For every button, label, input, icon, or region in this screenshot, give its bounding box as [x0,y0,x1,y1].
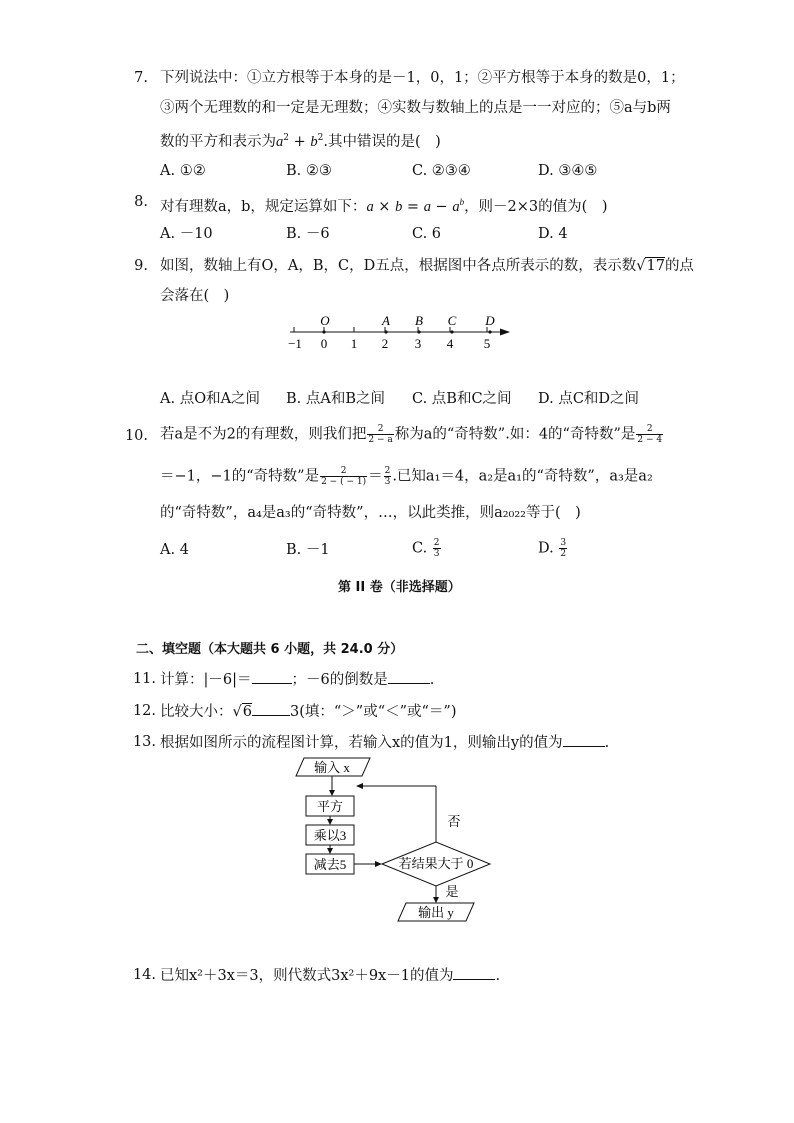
q9-line1-post: 的点 [664,258,694,274]
point-label-c: C [447,313,457,328]
q11-blank-2[interactable] [388,669,430,684]
q8-text-post: ，则－2×3的值为( ) [464,198,608,215]
q7-line3-post: 其中错误的是( ) [327,133,441,150]
q10-line2-b: ＝ [368,468,383,485]
point-a-dot [384,330,387,333]
q14-blank[interactable] [453,965,495,980]
flow-square-label: 平方 [316,799,344,814]
q10-option-a[interactable]: A. 4 [160,542,189,558]
q10-frac-a: $\frac{2}{2 - a}$ [368,424,393,445]
q7-number: 7. [134,70,148,86]
q7-option-b[interactable]: B. ②③ [286,163,332,179]
q10-line1 [160,424,664,445]
q10-line1-b: 称为a的“奇特数”.如：4的“奇特数”是 [394,426,636,443]
q7-line1: 下列说法中：①立方根等于本身的是－1，0，1；②平方根等于本身的数是0，1； [160,70,685,86]
q11-number: 11. [132,671,156,687]
q7-line3: 数的平方和表示为$a^2 + b^2$.其中错误的是( ) [160,133,441,150]
q12-number: 12. [132,703,156,719]
q7-option-c[interactable]: C. ②③④ [412,163,471,179]
q8-text-pre: 对有理数a，b，规定运算如下： [160,198,367,215]
tick-label-4: 4 [446,336,454,351]
tick-label-1: 1 [350,336,358,351]
q10-frac-result: $\frac{2}{3}$ [384,466,391,487]
number-line-arrow [500,329,510,336]
q13-number: 13. [132,734,156,750]
point-label-b: B [415,313,423,328]
q7-option-a[interactable]: A. ①② [160,163,206,179]
q8-option-b[interactable]: B. －6 [286,226,330,242]
q9-line2: 会落在( ) [160,288,230,304]
q9-line1-pre: 如图，数轴上有O，A，B，C，D五点，根据图中各点所表示的数，表示数 [160,258,637,274]
q12-blank[interactable] [252,701,290,716]
q7-line3-pre: 数的平方和表示为 [160,133,276,150]
flow-arrowhead-yes [433,897,439,903]
q9-number: 9. [134,258,148,274]
point-label-o: O [320,313,330,328]
point-label-a: A [382,313,390,328]
q14-text: 已知x²＋3x＝3，则代数式3x²＋9x－1的值为 . [160,965,500,986]
q14-number: 14. [132,967,156,983]
q10-frac-4: $\frac{2}{2 - 4}$ [637,424,663,445]
q10-frac-neg1: $\frac{2}{2 - ( - 1)}$ [321,466,367,487]
flow-no-label: 否 [447,814,461,829]
q7-line2: ③两个无理数的和一定是无理数；④实数与数轴上的点是一一对应的；⑤a与b两 [160,100,671,116]
q9-option-d[interactable]: D. 点C和D之间 [538,391,640,407]
point-d-dot [488,330,491,333]
q9-line1: 如图，数轴上有O，A，B，C，D五点，根据图中各点所表示的数，表示数√17的点 [160,258,694,274]
q9-option-a[interactable]: A. 点O和A之间 [160,391,261,407]
point-o-dot [322,330,325,333]
q10-line1-a: 若a是不为2的有理数，则我们把 [160,426,367,443]
flow-yes-label: 是 [445,884,459,899]
tick-label-neg1: −1 [288,336,302,351]
q10-option-d[interactable]: D. $\frac{3}{2}$ [538,538,567,559]
part2-title: 第 II 卷（非选择题） [338,580,461,595]
q13-blank[interactable] [563,732,605,747]
flow-subtract-label: 减去5 [313,857,347,872]
q13-text: 根据如图所示的流程图计算，若输入x的值为1，则输出y的值为 . [160,732,609,753]
flow-loop-arrowhead [356,783,363,789]
q10-line2 [160,466,653,487]
q12-text: 比较大小：√6 3(填：“＞”或“＜”或“＝”) [160,701,457,722]
q9-radicand: 17 [646,258,665,274]
q7-option-d[interactable]: D. ③④⑤ [538,163,598,179]
q9-option-c[interactable]: C. 点B和C之间 [412,391,512,407]
flow-condition-label: 若结果大于 0 [398,856,474,871]
q10-number: 10. [124,428,148,444]
section2-title: 二、填空题（本大题共 6 小题，共 24.0 分） [136,642,404,657]
tick-label-0: 0 [320,336,328,351]
q9-option-b[interactable]: B. 点A和B之间 [286,391,386,407]
flow-arrowhead-1 [327,819,333,825]
q10-line2-a: ＝−1，−1的“奇特数”是 [160,468,320,485]
point-c-dot [450,330,453,333]
point-b-dot [417,330,420,333]
q10-option-b[interactable]: B. －1 [286,542,330,558]
flow-input-label: 输入 x [314,760,350,775]
q10-option-c[interactable]: C. $\frac{2}{3}$ [412,538,440,559]
q11-text: 计算：|－6|＝ ；－6的倒数是 . [160,669,434,690]
q8-number: 8. [134,194,148,210]
q8-option-a[interactable]: A. －10 [160,226,213,242]
point-label-d: D [485,313,495,328]
q11-blank-1[interactable] [252,669,292,684]
tick-label-2: 2 [381,336,389,351]
q10-line2-c: .已知a₁＝4，a₂是a₁的“奇特数”，a₃是a₂ [392,468,653,485]
tick-label-5: 5 [483,336,491,351]
tick-label-3: 3 [414,336,422,351]
flow-multiply-label: 乘以3 [313,828,347,843]
q8-option-d[interactable]: D. 4 [538,226,568,242]
flow-output-label: 输出 y [418,905,454,920]
flow-arrowhead-2 [327,848,333,854]
number-line-figure [280,310,520,354]
flowchart-figure [290,754,510,929]
flow-arrowhead-input [329,790,335,796]
q8-option-c[interactable]: C. 6 [412,226,442,242]
q8-text: 对有理数a，b，规定运算如下：$a \times b = a - a^b$，则－2×3的值为( ) [160,197,608,215]
q10-line3: 的“奇特数”，a₄是a₃的“奇特数”，…，以此类推，则a₂₀₂₂等于( ) [160,505,581,521]
